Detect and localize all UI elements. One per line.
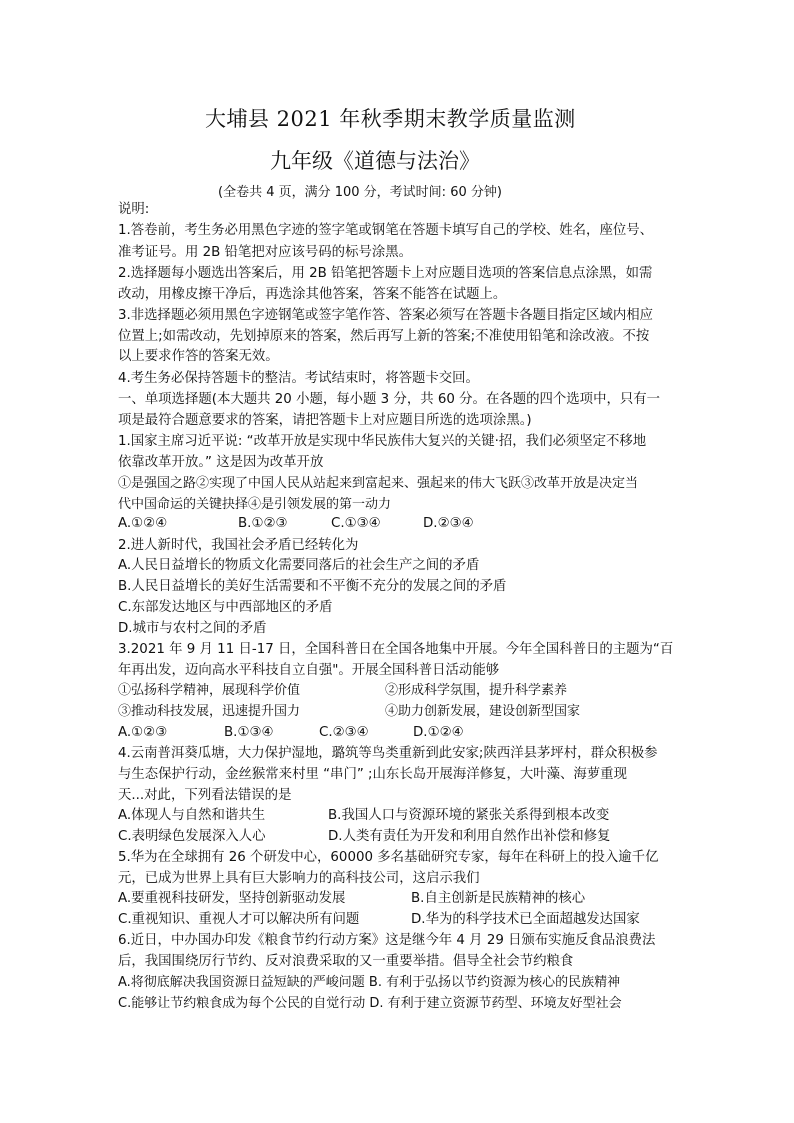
option-d: D.①②④ [413,725,464,740]
exam-info: (全卷共 4 页，满分 100 分，考试时间: 60 分钟) [218,185,502,200]
instruction-line: 准考证号。用 2B 铅笔把对应该号码的标号涂黑。 [118,245,413,260]
exam-title: 大埔县 2021 年秋季期末教学质量监测 [205,107,576,131]
instruction-line: 2.选择题每小题选出答案后，用 2B 铅笔把答题卡上对应题目选项的答案信息点涂黑，如需 [118,266,653,281]
question-2-option: D.城市与农村之间的矛盾 [118,621,267,636]
option-d: D.人类有责任为开发和利用自然作出补偿和修复 [328,829,611,844]
instruction-line: 3.非选择题必须用黑色字迹钢笔或签字笔作答、答案必须写在答题卡各题目指定区域内相应 [118,308,654,323]
item-1: ①弘扬科学精神，展现科学价值 [118,683,301,698]
section-heading: 一、单项选择题(本大题共 20 小题，每小题 3 分，共 60 分。在各题的四个选项中，只有一 [118,392,661,407]
question-2-stem: 2.进人新时代，我国社会矛盾已经转化为 [118,538,359,553]
question-5-stem: 5.华为在全球拥有 26 个研发中心，60000 多名基础研究专家，每年在科研上的投入逾千亿 [118,850,659,865]
instruction-line: 位置上;如需改动，先划掉原来的答案，然后再写上新的答案;不准使用铅笔和涂改液。不按 [118,329,650,344]
option-a: A.①②④ [118,516,168,531]
question-3-stem: 3.2021 年 9 月 11 日-17 日，全国科普日在全国各地集中开展。今年全国科普日的主题为“百 [118,642,674,657]
item-3: ③推动科技发展，迅速提升国力 [118,704,301,719]
instructions-label: 说明: [118,202,150,217]
question-6-options: C.能够让节约粮食成为每个公民的自觉行动 D. 有利于建立资源节药型、环境友好型社会 [118,996,622,1011]
option-a: A.要重视科技研发，坚持创新驱动发展 [118,891,346,906]
option-a: A.①②③ [118,725,168,740]
option-a: A.体现人与自然和谐共生 [118,808,266,823]
question-3-stem: 年再出发，迈向高水平科技自立自强"。开展全国科普日活动能够 [118,663,500,678]
question-6-stem: 6.近日，中办国办印发《粮食节约行动方案》这是继今年 4 月 29 日颁布实施反食品浪费法 [118,933,656,948]
question-1-stem: 依靠改革开放。” 这是因为改革开放 [118,455,324,470]
option-c: C.①③④ [331,516,381,531]
instruction-line: 改动，用橡皮擦干净后，再选涂其他答案，答案不能答在试题上。 [118,287,507,302]
option-c: C.表明绿色发展深入人心 [118,829,266,844]
question-4-stem: 4.云南普洱葵瓜塘，大力保护湿地，璐筑等鸟类重新到此安家;陕西洋县茅坪村，群众积极参 [118,746,658,761]
item-4: ④助力创新发展，建设创新型国家 [385,704,581,719]
instruction-line: 4.考生务必保持答题卡的整洁。考试结束时，将答题卡交回。 [118,371,479,386]
question-6-options: A.将彻底解决我国资源日益短缺的严峻问题 B. 有利于弘扬以节约资源为核心的民族精神 [118,975,621,990]
option-b: B.自主创新是民族精神的核心 [411,891,586,906]
question-2-option: B.人民日益增长的美好生活需要和不平衡不充分的发展之间的矛盾 [118,579,507,594]
option-c: C.②③④ [319,725,369,740]
instruction-line: 以上要求作答的答案无效。 [118,349,279,364]
question-1-stem: 1.国家主席习近平说: “改革开放是实现中华民族伟大复兴的关键·招，我们必须坚定不移地 [118,434,647,449]
instruction-line: 1.答卷前，考生务必用黑色字迹的签字笔或钢笔在答题卡填写自己的学校、姓名，座位号、 [118,223,654,238]
question-6-stem: 后，我国围绕厉行节约、反对浪费采取的又一重要举措。倡导全社会节约粮食 [118,954,574,969]
question-4-stem: 与生态保护行动，金丝猴常来村里 “串门” ;山东长岛开展海洋修复，大叶藻、海萝重现 [118,767,627,782]
option-b: B.我国人口与资源环境的紧张关系得到根本改变 [328,808,610,823]
option-c: C.重视知识、重视人才可以解决所有问题 [118,912,360,927]
option-b: B.①③④ [224,725,274,740]
exam-subtitle: 九年级《道德与法治》 [270,149,480,173]
question-1-items: ①是强国之路②实现了中国人民从站起来到富起来、强起来的伟大飞跃③改革开放是决定当 [118,476,639,491]
question-4-stem: 天...对此，下列看法错误的是 [118,788,292,803]
section-heading: 项是最符合题意要求的答案，请把答题卡上对应题目所选的选项涂黑。) [118,413,532,428]
item-2: ②形成科学氛围，提升科学素养 [385,683,568,698]
option-d: D.华为的科学技术已全面超越发达国家 [411,912,640,927]
question-2-option: C.东部发达地区与中西部地区的矛盾 [118,600,333,615]
option-b: B.①②③ [238,516,288,531]
question-2-option: A.人民日益增长的物质文化需要同落后的社会生产之间的矛盾 [118,558,480,573]
question-1-items: 代中国命运的关键抉择④是引领发展的第一动力 [118,497,392,512]
question-5-stem: 元，已成为世界上具有巨大影响力的高科技公司，这启示我们 [118,871,480,886]
option-d: D.②③④ [423,516,474,531]
